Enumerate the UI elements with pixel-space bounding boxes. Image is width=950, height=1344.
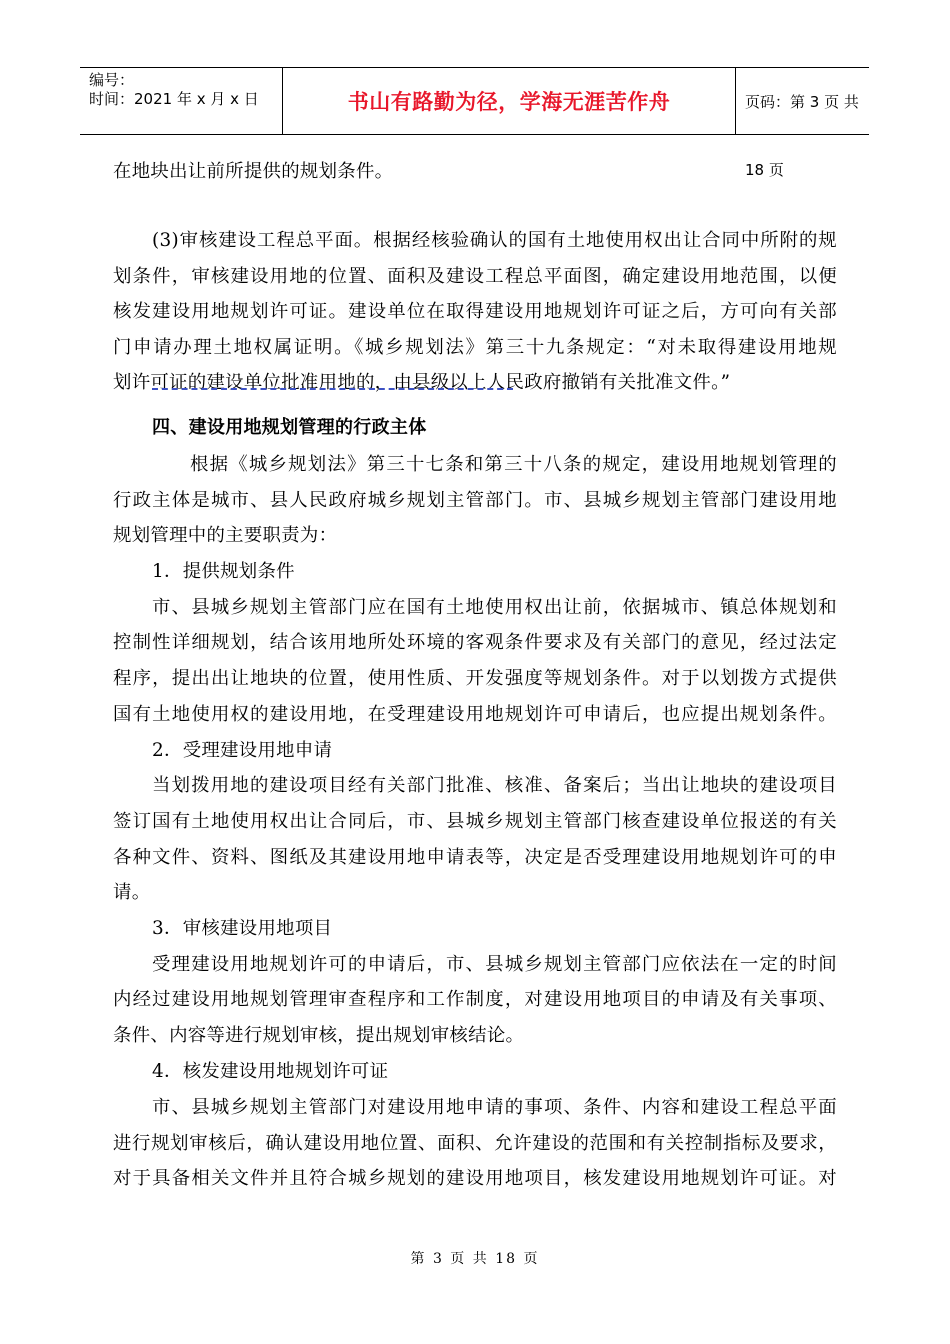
paragraph-line: 根据《城乡规划法》第三十七条和第三十八条的规定，建设用地规划管理的	[190, 454, 837, 475]
paragraph-line: 进行规划审核后，确认建设用地位置、面积、允许建设的范围和有关控制指标及要求，	[113, 1133, 837, 1154]
paragraph-line: 请。	[113, 882, 151, 903]
list-item-heading: 2．受理建设用地申请	[152, 740, 333, 761]
dashed-divider	[152, 388, 513, 390]
paragraph-line: 在地块出让前所提供的规划条件。	[113, 161, 394, 182]
list-item-heading: 1．提供规划条件	[152, 561, 295, 582]
paragraph-line: 控制性详细规划，结合该用地所处环境的客观条件要求及有关部门的意见，经过法定	[113, 632, 837, 653]
paragraph-line: 条件、内容等进行规划审核，提出规划审核结论。	[113, 1025, 525, 1046]
paragraph-line: (3)审核建设工程总平面。根据经核验确认的国有土地使用权出让合同中所附的规	[152, 230, 837, 251]
document-date: 时间：2021 年 x 月 x 日	[89, 90, 259, 108]
paragraph-line: 签订国有土地使用权出让合同后，市、县城乡规划主管部门核查建设单位报送的有关	[113, 811, 837, 832]
header-meta	[80, 68, 283, 134]
document-number-label: 编号：	[89, 71, 135, 89]
list-item-heading: 3．审核建设用地项目	[152, 918, 333, 939]
paragraph-line: 程序，提出出让地块的位置，使用性质、开发强度等规划条件。对于以划拨方式提供	[113, 668, 837, 689]
paragraph-line: 对于具备相关文件并且符合城乡规划的建设用地项目，核发建设用地规划许可证。对	[113, 1168, 837, 1189]
paragraph-line: 划条件，审核建设用地的位置、面积及建设工程总平面图，确定建设用地范围，以便	[113, 266, 837, 287]
paragraph-line: 国有土地使用权的建设用地，在受理建设用地规划许可申请后，也应提出规划条件。	[113, 704, 837, 725]
paragraph-line: 行政主体是城市、县人民政府城乡规划主管部门。市、县城乡规划主管部门建设用地	[113, 490, 837, 511]
paragraph-line: 规划管理中的主要职责为：	[113, 525, 338, 546]
section-heading: 四、建设用地规划管理的行政主体	[152, 417, 427, 438]
paragraph-line: 门申请办理土地权属证明。《城乡规划法》第三十九条规定：“对未取得建设用地规	[113, 337, 837, 358]
paragraph-line: 核发建设用地规划许可证。建设单位在取得建设用地规划许可证之后，方可向有关部	[113, 301, 837, 322]
paragraph-line: 当划拨用地的建设项目经有关部门批准、核准、备案后；当出让地块的建设项目	[152, 775, 837, 796]
paragraph-line: 内经过建设用地规划管理审查程序和工作制度，对建设用地项目的申请及有关事项、	[113, 989, 837, 1010]
paragraph-line: 各种文件、资料、图纸及其建设用地申请表等，决定是否受理建设用地规划许可的申	[113, 847, 837, 868]
page-footer: 第 3 页 共 18 页	[410, 1251, 540, 1267]
paragraph-line: 受理建设用地规划许可的申请后，市、县城乡规划主管部门应依法在一定的时间	[152, 954, 837, 975]
header-motto: 书山有路勤为径，学海无涯苦作舟	[283, 68, 736, 134]
paragraph-line: 市、县城乡规划主管部门对建设用地申请的事项、条件、内容和建设工程总平面	[152, 1097, 837, 1118]
header-page-indicator: 页码：第 3 页 共 18 页	[745, 93, 859, 179]
paragraph-line: 划许可证的建设单位批准用地的，由县级以上人民政府撤销有关批准文件。”	[113, 372, 731, 393]
paragraph-line: 市、县城乡规划主管部门应在国有土地使用权出让前，依据城市、镇总体规划和	[152, 597, 837, 618]
list-item-heading: 4．核发建设用地规划许可证	[152, 1061, 389, 1082]
